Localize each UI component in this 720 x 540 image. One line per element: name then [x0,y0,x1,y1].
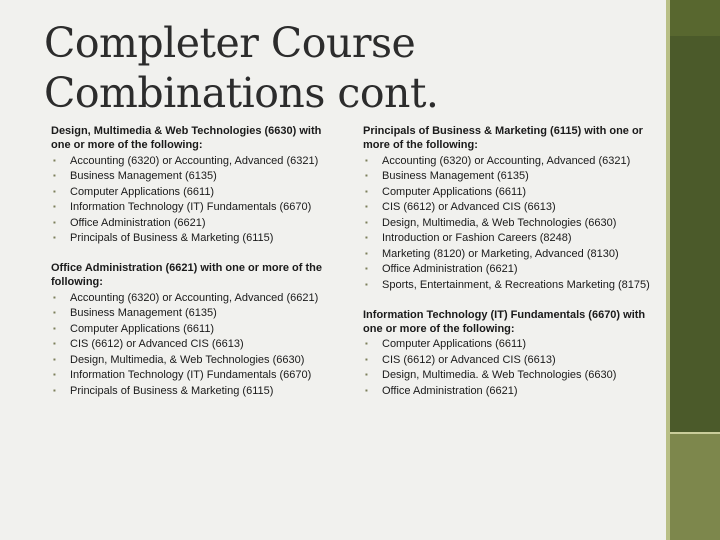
bullet-icon: ▪ [53,217,56,227]
course-list-item [363,200,653,214]
section-heading: Principals of Business & Marketing (6115) with one or more of the following: [363,125,643,151]
course-item-text: Accounting (6320) or Accounting, Advanced (6321) [70,154,319,167]
course-item-text: Computer Applications (6611) [382,185,527,198]
bullet-icon: ▪ [365,339,368,348]
course-item-text: Information Technology (IT) Fundamentals (6670) [70,201,312,213]
bullet-icon: ▪ [365,264,368,273]
course-section [51,124,331,245]
course-list-item [51,306,331,320]
course-item-text: Introduction or Fashion Careers (8248) [382,232,572,244]
bullet-icon: ▪ [365,217,368,227]
left-column [51,124,331,414]
course-list-item [51,169,331,183]
bullet-icon: ▪ [53,155,56,165]
course-list-item [363,154,653,168]
course-item-text: Design, Multimedia. & Web Technologies (6630) [382,369,617,381]
bullet-icon: ▪ [53,339,56,348]
course-item-text: Office Administration (6621) [70,216,206,229]
course-list-item [363,185,653,199]
course-list-item [363,353,653,367]
course-list-item [363,169,653,183]
course-list-item [363,247,653,261]
right-column [363,124,653,414]
course-section [51,261,331,398]
sidebar-decoration [666,0,720,540]
course-item-text: Computer Applications (6611) [70,322,215,335]
course-list-item [51,291,331,305]
section-heading: Office Administration (6621) with one or more of the following: [51,262,322,288]
bullet-icon: ▪ [365,202,368,211]
course-list-item [363,216,653,230]
bullet-icon: ▪ [53,385,56,395]
course-list-item [363,231,653,245]
section-heading: Design, Multimedia & Web Technologies (6630) with one or more of the following: [51,125,322,151]
bullet-icon: ▪ [53,370,56,379]
bullet-icon: ▪ [53,354,56,364]
course-list-item [51,384,331,398]
course-list-item [51,200,331,214]
bullet-icon: ▪ [365,171,368,180]
bullet-icon: ▪ [365,186,368,196]
bullet-icon: ▪ [365,155,368,165]
course-item-text: Business Management (6135) [70,307,217,319]
course-item-text: Sports, Entertainment, & Recreations Marketing (8175) [382,278,650,291]
course-item-text: CIS (6612) or Advanced CIS (6613) [382,201,556,213]
course-item-text: Accounting (6320) or Accounting, Advanced (6321) [382,154,631,167]
course-item-text: Office Administration (6621) [382,384,518,397]
bullet-icon: ▪ [53,323,56,333]
course-item-text: Accounting (6320) or Accounting, Advanced (6621) [70,291,319,304]
course-list-item [51,231,331,245]
bullet-icon: ▪ [365,385,368,395]
course-list-item [51,353,331,367]
course-list-item [363,337,653,351]
course-item-text: CIS (6612) or Advanced CIS (6613) [70,338,244,350]
course-item-text: Information Technology (IT) Fundamentals (6670) [70,369,312,381]
bullet-icon: ▪ [365,354,368,364]
bullet-icon: ▪ [365,279,368,289]
course-list [363,154,653,292]
course-item-text: Design, Multimedia, & Web Technologies (6630) [70,353,305,366]
bullet-icon: ▪ [53,171,56,180]
bullet-icon: ▪ [53,308,56,317]
course-list-item [51,322,331,336]
course-item-text: Principals of Business & Marketing (6115) [70,384,274,397]
title-line-1: Completer Course [44,19,416,67]
course-list-item [51,185,331,199]
course-list-item [51,337,331,351]
section-heading: Information Technology (IT) Fundamentals (6670) with one or more of the following: [363,308,646,335]
bullet-icon: ▪ [365,370,368,379]
bullet-icon: ▪ [365,248,368,258]
course-item-text: Marketing (8120) or Marketing, Advanced (8130) [382,247,619,260]
course-list-item [51,368,331,382]
course-list-item [363,278,653,292]
bullet-icon: ▪ [365,233,368,242]
bullet-icon: ▪ [53,186,56,196]
course-item-text: Business Management (6135) [70,170,217,182]
course-list-item [363,384,653,398]
course-list-item [363,368,653,382]
course-list [51,154,331,246]
course-item-text: Business Management (6135) [382,170,529,182]
sidebar-accent-line [666,0,670,540]
course-list-item [51,216,331,230]
title-line-2: Combinations cont. [44,69,439,117]
course-section [363,308,653,398]
bullet-icon: ▪ [53,202,56,211]
sidebar-top-block [666,0,720,36]
page-title [44,18,604,118]
bullet-icon: ▪ [53,233,56,242]
course-item-text: Principals of Business & Marketing (6115) [70,232,274,244]
sidebar-divider [666,432,720,434]
course-list-item [51,154,331,168]
course-section [363,124,653,292]
bullet-icon: ▪ [53,292,56,302]
course-list [51,291,331,398]
course-list [363,337,653,398]
sidebar-bottom-block [666,432,720,540]
course-item-text: CIS (6612) or Advanced CIS (6613) [382,353,556,366]
course-list-item [363,262,653,276]
course-item-text: Design, Multimedia, & Web Technologies (6630) [382,216,617,229]
course-item-text: Office Administration (6621) [382,263,518,275]
course-item-text: Computer Applications (6611) [70,185,215,198]
course-item-text: Computer Applications (6611) [382,338,527,350]
